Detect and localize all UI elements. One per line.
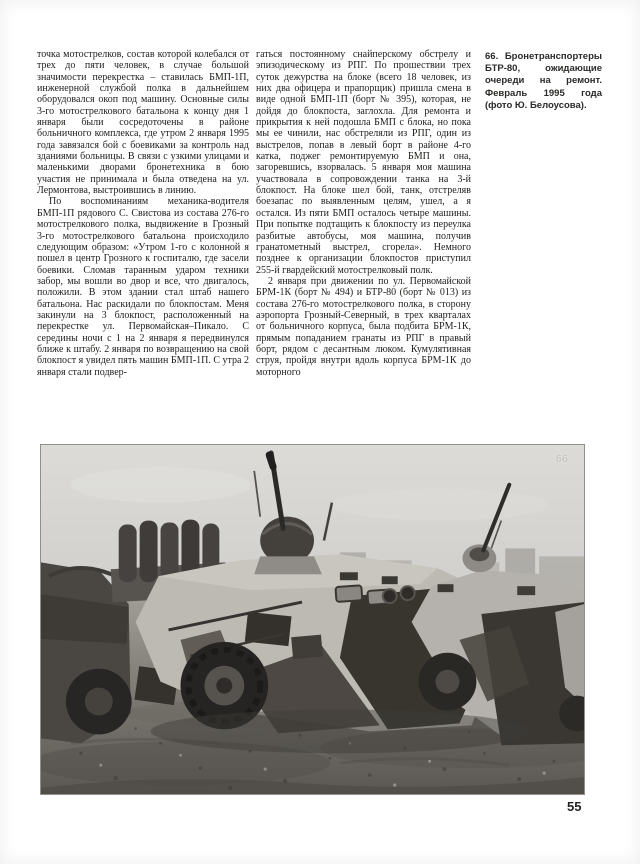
photo-illustration [41,445,584,794]
paragraph: По воспоминаниям механика-водителя БМП-1П рядового С. Свистова из состава 276-го мотострелкового полка, выдвижение в Грозный 3-го мотострелкового батальона происходило следующим образом: «Утром 1-го с колонной я пошел в центр Грозного к госпиталю, где засели боевики. Сломав таранным ударом техники забор, мы вошли во двор и все, что двигалось, положили. В этом здании стал штаб нашего батальона. Нас раскидали по блокпостам. Меня закинули на 3 блокпост, расположенный на перекрестке ул. Первомайская–Пикало. С середины ночи с 1 на 2 января я передвинулся ближе к штабу. 2 января по возвращению на свой блокпост я увидел пять машин БМП-1П. С утра 2 января стали подвер- [37,196,249,378]
paragraph: гаться постоянному снайперскому обстрелу и эпизодическому из РПГ. По прошествии трех суток дежурства на блоке (всего 18 человек, из них два офицера и прапорщик) пришла смена в виде одной БМП-1П (борт № 395), которая, не дойдя до блокпоста, заглохла. Для ремонта и прикрытия к ней подошла БМП с блока, но пока мы ее чинили, нас обстреляли из РПГ, один из выстрелов, попав в левый борт в районе 4-го катка, поджег ремонтируемую БМП и она, загоревшись, взорвалась. 5 января моя машина участвовала в сопровождении танка на 3-й блокпост. На блоке шел бой, танк, отстреляв боезапас по выявленным целям, ушел, а я остался. Из пяти БМП осталось четыре машины. При попытке подтащить к блокпосту из переулка разбитые автобусы, моя машина, получив гранатометный выстрел, сгорела». Немного позднее к организации блокпостов приступил 255-й гвардейский мотострелковый полк. [256,49,471,276]
photo-btr80-awaiting-repair [40,444,585,795]
paragraph: 2 января при движении по ул. Первомайской БРМ-1К (борт № 494) и БТР-80 (борт № 013) из состава 276-го мотострелкового полка, в сторону аэропорта Грозный-Северный, в трех кварталах от больничного корпуса, была подбита БРМ-1К, прямым попаданием гранаты из РПГ в правый борт, рядом с десантным люком. Кумулятивная струя, пройдя внутри вдоль корпуса БРМ-1К до моторного [256,275,471,378]
page-number: 55 [567,799,582,814]
photo-number-watermark: 66 [555,453,568,465]
text-column-left [37,49,249,378]
photo-caption: 66. Бронетранспортеры БТР-80, ожидающие очереди на ремонт. Февраль 1995 года (фото Ю. Белоусова). [485,51,602,111]
text-column-right [256,49,471,378]
photo-vehicle-shadow [151,709,530,753]
paragraph: точка мотострелков, состав которой колебался от трех до пяти человек, в случае большой значимости перекрестка – ставилась БМП-1П, инженерной службой полка в дальнейшем оборудовался окоп под машину. Основные силы 3-го мотострелкового батальона к концу дня 1 января были сосредоточены в районе больничного комплекса, где утром 2 января 1995 года завязался бой с боевиками за контроль над зданиями больницы. В связи с узкими улицами и маленькими дворами бронетехника в бою участия не принимала и была отведена на ул. Лермонтова, выстроившись в линию. [37,49,249,197]
